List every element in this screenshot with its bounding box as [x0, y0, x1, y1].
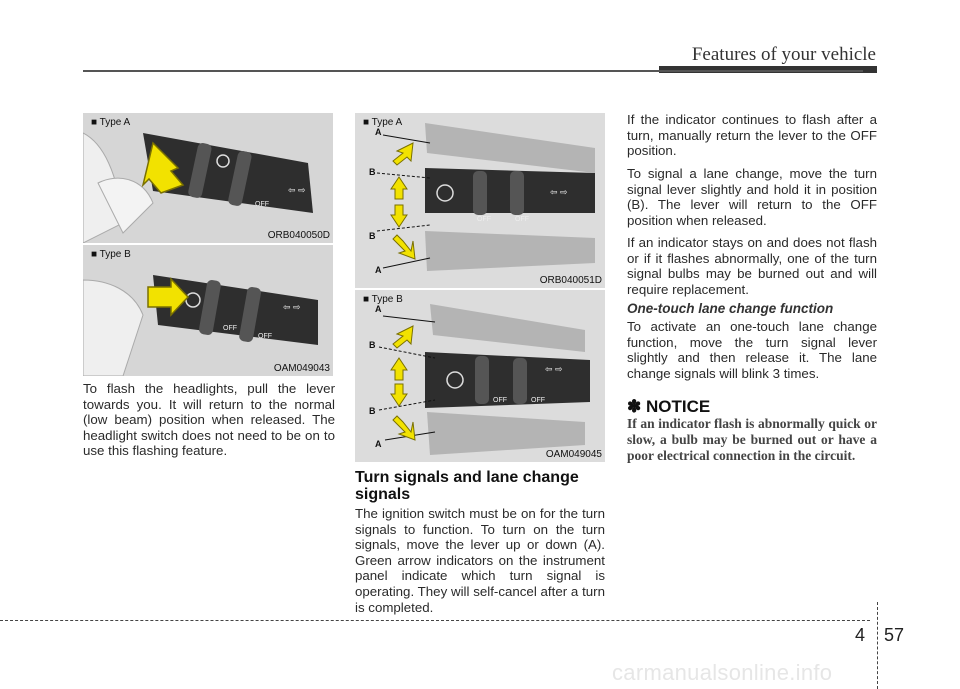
page-number: 57	[884, 625, 905, 645]
header-rule	[83, 70, 863, 72]
svg-text:B: B	[369, 406, 376, 416]
notice-title: ✽ NOTICE	[627, 397, 711, 416]
figure-type-label: ■ Type B	[363, 294, 403, 305]
turn-signal-illustration	[355, 113, 605, 288]
figure-flash-type-b	[83, 245, 333, 376]
svg-text:⇦ ⇨: ⇦ ⇨	[545, 364, 563, 374]
flash-lever-illustration	[83, 245, 333, 376]
svg-text:OFF: OFF	[477, 216, 491, 223]
svg-text:OFF: OFF	[531, 397, 545, 404]
lane-change-paragraph: To signal a lane change, move the turn signal lever slightly and hold it in position (B). The lever will return to the OFF position when released.	[627, 166, 877, 228]
flash-lever-illustration	[83, 113, 333, 243]
figure-type-label: ■ Type A	[363, 117, 403, 128]
flash-paragraph: To flash the headlights, pull the lever towards you. It will return to the normal (low beam) position when released. The headlight switch does not need to be on to use this flashing feature.	[83, 381, 335, 459]
section-title: Turn signals and lane change signals	[355, 469, 579, 503]
indicator-flash-paragraph: If the indicator continues to flash after a turn, manually return the lever to the OFF position.	[627, 112, 877, 159]
svg-text:OFF: OFF	[493, 397, 507, 404]
one-touch-paragraph: To activate an one-touch lane change function, move the turn signal lever slightly and then release it. The lane change signals will blink 3 times.	[627, 319, 877, 381]
watermark: carmanualsonline.info	[612, 660, 833, 685]
svg-text:A: A	[375, 265, 382, 275]
footer-rule	[0, 620, 870, 621]
svg-text:⇦ ⇨: ⇦ ⇨	[288, 185, 306, 195]
figure-code: ORB040050D	[267, 230, 330, 241]
figure-code: OAM049043	[273, 363, 330, 374]
svg-text:⇦ ⇨: ⇦ ⇨	[550, 187, 568, 197]
svg-text:⇦ ⇨: ⇦ ⇨	[283, 302, 301, 312]
svg-text:B: B	[369, 167, 376, 177]
svg-text:OFF: OFF	[223, 325, 237, 332]
turn-signal-paragraph: The ignition switch must be on for the turn signals to function. To turn on the turn signals, move the lever up or down (A). Green arrow indicators on the instrument panel indicate which turn signal is operating. They will self-cancel after a turn is completed.	[355, 506, 605, 615]
svg-text:A: A	[375, 304, 382, 314]
svg-text:A: A	[375, 127, 382, 137]
footer-divider	[877, 602, 878, 689]
turn-signal-illustration	[355, 290, 605, 462]
chapter-number: 4	[855, 625, 866, 645]
one-touch-subheading: One-touch lane change function	[627, 301, 834, 316]
figure-turn-signal-type-b	[355, 290, 605, 462]
bulb-paragraph: If an indicator stays on and does not flash or if it flashes abnormally, one of the turn signal bulbs may be burned out and will require replacement.	[627, 235, 877, 297]
svg-text:A: A	[375, 439, 382, 449]
figure-code: ORB040051D	[539, 275, 602, 286]
figure-flash-type-a	[83, 113, 333, 243]
figure-type-label: ■ Type A	[91, 117, 131, 128]
running-header: Features of your vehicle	[691, 44, 876, 65]
figure-turn-signal-type-a	[355, 113, 605, 288]
svg-text:B: B	[369, 231, 376, 241]
figure-type-label: ■ Type B	[91, 249, 131, 260]
notice-text: If an indicator flash is abnormally quick or slow, a bulb may be burned out or have a poor electrical connection in the circuit.	[627, 416, 877, 463]
figure-code: OAM049045	[545, 449, 602, 460]
svg-text:OFF: OFF	[515, 216, 529, 223]
svg-text:OFF: OFF	[258, 333, 272, 340]
svg-text:B: B	[369, 340, 376, 350]
svg-text:OFF: OFF	[255, 201, 269, 208]
